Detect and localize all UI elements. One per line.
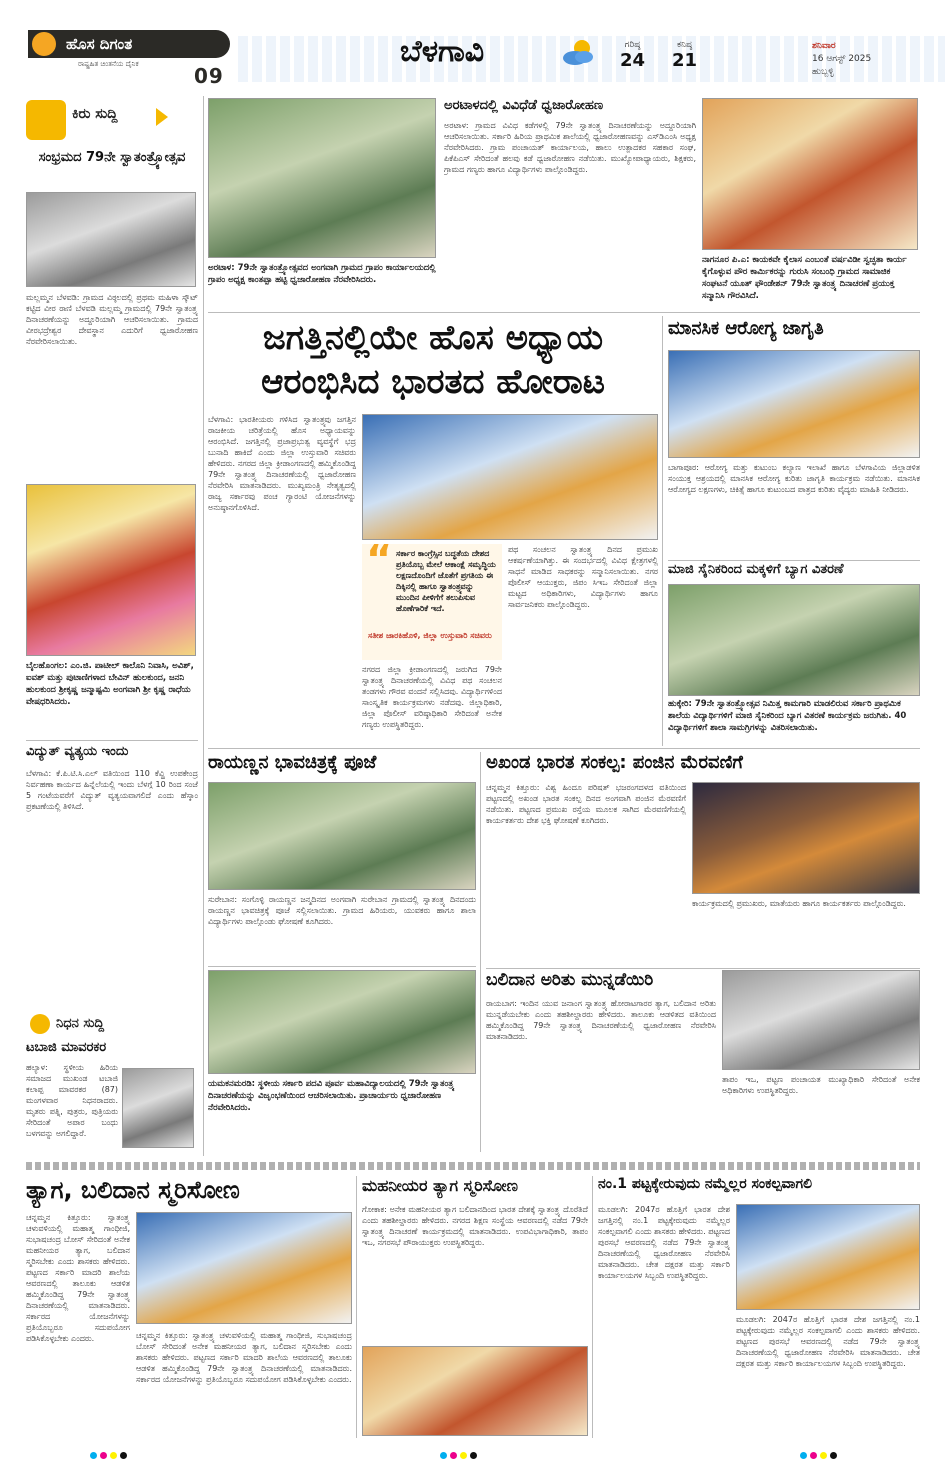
raybag-function-photo [722, 970, 920, 1070]
yamakanmardi-caption: ಯಮಕನಮರಡಿ: ಸ್ಥಳೀಯ ಸರ್ಕಾರಿ ಪದವಿ ಪೂರ್ವ ಮಹಾವಿದ್ಯಾಲಯದಲ್ಲಿ 79ನೇ ಸ್ವಾತಂತ್ರ್ಯ ದಿನಾಚರಣೆಯನ್ನು ವಿಜೃಂಭಣೆಯಿಂದ ಆಚರಿಸಲಾಯಿತು. ಪ್ರಾಚಾರ್ಯರು ಧ್ವಜಾರೋಹಣ ನೆರವೇರಿಸಿದರು. [208, 1079, 455, 1113]
no1-body: ಮೂಡಲಗಿ: 2047ರ ಹೊತ್ತಿಗೆ ಭಾರತ ದೇಶ ಜಗತ್ತಿನಲ್ಲಿ ನಂ.1 ಪಟ್ಟಕ್ಕೇರುವುದು ನಮ್ಮೆಲ್ಲರ ಸಂಕಲ್ಪವಾಗಲಿ ಎಂದು ಶಾಸಕರು ಹೇಳಿದರು. ಪಟ್ಟಣದ ಪುರಸಭೆ ಆವರಣದಲ್ಲಿ ನಡೆದ 79ನೇ ಸ್ವಾತಂತ್ರ್ಯ ದಿನಾಚರಣೆಯಲ್ಲಿ ಧ್ವಜಾರೋಹಣ ನೆರವೇರಿಸಿ ಮಾತನಾಡಿದರು. ಚೇತ ದಕ್ಷರತ ಮತ್ತು ಸರ್ಕಾರಿ ಕಾರ್ಯಾಲಯಗಳ ಸಿಬ್ಬಂದಿ ಉಪಸ್ಥಿತರಿದ್ದರು. [598, 1205, 730, 1280]
aratal-building-photo [208, 98, 436, 258]
no1-headline: ನಂ.1 ಪಟ್ಟಕ್ಕೇರುವುದು ನಮ್ಮೆಲ್ಲರ ಸಂಕಲ್ಪವಾಗಲಿ [598, 1176, 812, 1192]
kiru-suddi-label: ಕಿರು ಸುದ್ದಿ [72, 106, 118, 122]
akhanda-headline: ಅಖಂಡ ಭಾರತ ಸಂಕಲ್ಪ: ಪಂಜಿನ ಮೆರವಣಿಗೆ [486, 752, 743, 773]
balidana-headline: ಬಲಿದಾನ ಅರಿತು ಮುನ್ನಡೆಯಿರಿ [486, 970, 654, 990]
black-dot [470, 1452, 477, 1459]
children-photo-caption: ಬೈಲಹೊಂಗಲ: ಎಂ.ಜಿ. ಪಾಟೀಲ್ ಕಾಲೊನಿ ನಿವಾಸಿ, ಅವಿಶ್, ಐವಶ್ ಮತ್ತು ಪುಟಾಣಿಗಳಾದ ಬೇವಿನ್ ಹುಲಕುಂದ, ಜನನಿ ಹುಲಕುಂದ ಶ್ರೀಕೃಷ್ಣ ಜನ್ಮಾಷ್ಟಮಿ ಅಂಗವಾಗಿ ಶ್ರೀ ಕೃಷ್ಣ ರಾಧೆಯ ವೇಷಧರಿಸಿದರು. [26, 661, 194, 707]
independence-day-dignitaries-photo [362, 414, 658, 540]
mental-health-headline: ಮಾನಸಿಕ ಆರೋಗ್ಯ ಜಾಗೃತಿ [668, 318, 824, 339]
yellow-dot [110, 1452, 117, 1459]
kiru-item1-text: ಮಲ್ಲಮ್ಮನ ಬೆಳವಡಿ: ಗ್ರಾಮದ ವಿಠ್ಠಲದಲ್ಲಿ ಪ್ರಥಮ ಮಹಿಳಾ ಸ್ಕೌಟ್ ಕಟ್ಟಿದ ವೀರ ರಾಣಿ ಬೆಳವಡಿ ಮಲ್ಲಮ್ಮ ಗ್ರಾಮದಲ್ಲಿ 79ನೇ ಸ್ವಾತಂತ್ರ್ಯ ದಿನಾಚರಣೆಯನ್ನು ಅದ್ದೂರಿಯಾಗಿ ಆಚರಿಸಲಾಯಿತು. ಗ್ರಾಮದ ವೀರಭದ್ರೇಶ್ವರ ದೇವಸ್ಥಾನ ಎದುರಿಗೆ ಧ್ವಜಾರೋಹಣ ನೆರವೇರಿಸಲಾಯಿತು. [26, 293, 198, 346]
print-registration-marks [440, 1444, 500, 1452]
aratal-photo-caption: ಅರಟಾಳ: 79ನೇ ಸ್ವಾತಂತ್ರ್ಯೋತ್ಸವದ ಅಂಗವಾಗಿ ಗ್ರಾಮದ ಗ್ರಾಪಂ ಕಾರ್ಯಾಲಯದಲ್ಲಿ ಗ್ರಾಪಂ ಅಧ್ಯಕ್ಷ ಕಾಂತಪ್ಪಾ ಹಟ್ಟಿ ಧ್ವಜಾರೋಹಣ ನೆರವೇರಿಸಿದರು. [208, 263, 436, 285]
cyan-dot [800, 1452, 807, 1459]
mahaniyara-body: ಗೋಕಾಕ: ಅನೇಕ ಮಹನೀಯರ ತ್ಯಾಗ ಬಲಿದಾನದಿಂದ ಭಾರತ ದೇಶಕ್ಕೆ ಸ್ವಾತಂತ್ರ್ಯ ದೊರೆತಿದೆ ಎಂದು ತಹಶೀಲ್ದಾರರು ಹೇಳಿದರು. ನಗರದ ಶಿಕ್ಷಣ ಸಂಸ್ಥೆಯ ಆವರಣದಲ್ಲಿ ನಡೆದ 79ನೇ ಸ್ವಾತಂತ್ರ್ಯ ದಿನಾಚರಣೆ ಕಾರ್ಯಕ್ರಮದಲ್ಲಿ ಮಾತನಾಡಿದರು. ಉಪವಿಭಾಗಾಧಿಕಾರಿ, ತಾಪಂ ಇಒ, ನಗರಸಭೆ ಪೌರಾಯುಕ್ತರು ಉಪಸ್ಥಿತರಿದ್ದರು. [362, 1205, 588, 1247]
weekday: ಶನಿವಾರ [812, 41, 836, 51]
masthead [0, 0, 945, 92]
divider [486, 968, 920, 969]
kiru-item1-title: ಸಂಭ್ರಮದ 79ನೇ ಸ್ವಾತಂತ್ರ್ಯೋತ್ಸವ [38, 150, 186, 165]
lead-column-1: ಬೆಳಗಾವಿ: ಭಾರತೀಯರು ಗಳಿಸಿದ ಸ್ವಾತಂತ್ರ್ಯವು ಜಗತ್ತಿನ ರಾಜಕೀಯ ಚರಿತ್ರೆಯಲ್ಲಿ ಹೊಸ ಅಧ್ಯಾಯವನ್ನು ಆರಂಭಿಸಿದೆ. ಜಗತ್ತಿನಲ್ಲಿ ಪ್ರಜಾಪ್ರಭುತ್ವ ವ್ಯವಸ್ಥೆಗೆ ಭದ್ರ ಬುನಾದಿ ಹಾಕಿದೆ ಎಂದು ಜಿಲ್ಲಾ ಉಸ್ತುವಾರಿ ಸಚಿವರು ಹೇಳಿದರು. ನಗರದ ಜಿಲ್ಲಾ ಕ್ರೀಡಾಂಗಣದಲ್ಲಿ ಹಮ್ಮಿಕೊಂಡಿದ್ದ 79ನೇ ಸ್ವಾತಂತ್ರ್ಯ ದಿನಾಚರಣೆಯಲ್ಲಿ ಧ್ವಜಾರೋಹಣ ನೆರವೇರಿಸಿ ಮಾತನಾಡಿದರು. ಮುಖ್ಯಮಂತ್ರಿ ನೇತೃತ್ವದಲ್ಲಿ ರಾಜ್ಯ ಸರ್ಕಾರವು ಪಂಚ ಗ್ಯಾರಂಟಿ ಯೋಜನೆಗಳನ್ನು ಅನುಷ್ಠಾನಗೊಳಿಸಿದೆ. [208, 415, 356, 512]
mudalgi-building-photo [736, 1204, 920, 1310]
yellow-dot [820, 1452, 827, 1459]
kiru-suddi-header [26, 100, 198, 146]
max-temp-value: 24 [620, 50, 646, 71]
column-divider [662, 316, 663, 746]
college-celebration-photo [208, 970, 476, 1074]
section-separator [26, 1162, 920, 1170]
arrow-icon [156, 108, 168, 126]
obituary-text: ಹಲ್ಯಾಳ: ಸ್ಥಳೀಯ ಹಿರಿಯ ಸಮಾಜದ ಮುಖಂಡ ಟಬಾಜಿ ಕಲಾಪ್ಪ ಮಾವರಕರ (87) ಮಂಗಳವಾರ ನಿಧನರಾದರು. ಮೃತರು ಪತ್ನಿ, ಪುತ್ರರು, ಪುತ್ರಿಯರು ಸೇರಿದಂತೆ ಅಪಾರ ಬಂಧು ಬಳಗವನ್ನು ಅಗಲಿದ್ದಾರೆ. [26, 1063, 118, 1138]
obituary-portrait [122, 1068, 194, 1148]
black-dot [830, 1452, 837, 1459]
divider [26, 740, 198, 741]
min-temp-label: ಕನಿಷ್ಠ [676, 40, 693, 50]
ex-servicemen-headline: ಮಾಜಿ ಸೈನಿಕರಿಂದ ಮಕ್ಕಳಿಗೆ ಬ್ಯಾಗ ವಿತರಣೆ [668, 562, 844, 577]
page-number: 09 [194, 64, 224, 88]
nidhana-label: ನಿಧನ ಸುದ್ದಿ [56, 1016, 104, 1031]
print-registration-marks [800, 1444, 860, 1452]
date-block [812, 40, 871, 79]
brand-logo-icon [32, 32, 56, 56]
pull-quote-text: ಸರ್ಕಾರ ಕಾಂಗ್ರೆಸ್ಸಿನ ಬದ್ಧತೆಯ ದೇಶದ ಪ್ರತಿಯೊಬ್ಬ ಮೇಲೆ ಆಕಾಂಕ್ಷೆ ಸಮೃದ್ಧಿಯ ಲಕ್ಷಣದೊಂದಿಗೆ ಜೊತೆಗೆ ಪ್ರಗತಿಯ ಈ ದಿಕ್ಕಿನಲ್ಲಿ ಹಾಗೂ ಸ್ವಾತಂತ್ರ್ಯವನ್ನು ಮುಂದಿನ ಪೀಳಿಗೆಗೆ ತಲುಪಿಸುವ ಹೊಣೆಗಾರಿಕೆ ಇದೆ. [396, 549, 496, 613]
max-temp-block [620, 40, 645, 71]
obituary-name: ಟಬಾಜಿ ಮಾವರಕರ [26, 1040, 107, 1055]
ex-servicemen-caption: ಹುಕ್ಕೇರಿ: 79ನೇ ಸ್ವಾತಂತ್ರ್ಯೋತ್ಸವ ನಿಮಿತ್ತ ಕಾಮಗಾರಿ ಮಾಡಲಿರುವ ಸರ್ಕಾರಿ ಪ್ರಾಥಮಿಕ ಶಾಲೆಯ ವಿದ್ಯಾರ್ಥಿಗಳಿಗೆ ಮಾಜಿ ಸೈನಿಕರಿಂದ ಬ್ಯಾಗ ವಿತರಣೆ ಕಾರ್ಯಕ್ರಮ ಜರುಗಿತು. 40 ವಿದ್ಯಾರ್ಥಿಗಳಿಗೆ ಶಾಲಾ ಸಾಮಗ್ರಿಗಳನ್ನು ವಿತರಿಸಲಾಯಿತು. [668, 699, 907, 733]
tyaga-body-cont: ಚನ್ನಮ್ಮನ ಕಿತ್ತೂರು: ಸ್ವಾತಂತ್ರ್ಯ ಚಳುವಳಿಯಲ್ಲಿ ಮಹಾತ್ಮ ಗಾಂಧೀಜಿ, ಸುಭಾಷಚಂದ್ರ ಬೋಸ್ ಸೇರಿದಂತೆ ಅನೇಕ ಮಹನೀಯರ ತ್ಯಾಗ, ಬಲಿದಾನ ಸ್ಮರಿಸಬೇಕು ಎಂದು ಶಾಸಕರು ಹೇಳಿದರು. ಪಟ್ಟಣದ ಸರ್ಕಾರಿ ಮಾದರಿ ಶಾಲೆಯ ಆವರಣದಲ್ಲಿ ತಾಲೂಕು ಆಡಳಿತ ಹಮ್ಮಿಕೊಂಡಿದ್ದ 79ನೇ ಸ್ವಾತಂತ್ರ್ಯ ದಿನಾಚರಣೆಯಲ್ಲಿ ಮಾತನಾಡಿದರು. ಸರ್ಕಾರದ ಯೋಜನೆಗಳನ್ನು ಪ್ರತಿಯೊಬ್ಬರೂ ಸದುಪಯೋಗ ಪಡಿಸಿಕೊಳ್ಳಬೇಕು ಎಂದರು. [136, 1331, 352, 1384]
brand-name: ಹೊಸ ದಿಗಂತ [66, 35, 133, 53]
column-divider [356, 1176, 357, 1438]
rayanna-headline: ರಾಯಣ್ಣನ ಭಾವಚಿತ್ರಕ್ಕೆ ಪೂಜೆ [208, 752, 377, 773]
honouring-workers-photo [702, 98, 918, 250]
pull-quote [362, 544, 502, 660]
pull-quote-author: ಸತೀಶ ಜಾರಕಿಹೊಳಿ, ಜಿಲ್ಲಾ ಉಸ್ತುವಾರಿ ಸಚಿವರು [368, 631, 492, 640]
brand-band [28, 30, 230, 58]
divider [668, 560, 920, 561]
rayanna-body: ಸುರೇಬಾನ: ಸಂಗೊಳ್ಳಿ ರಾಯಣ್ಣನ ಜನ್ಮದಿನದ ಅಂಗವಾಗಿ ಸುರೇಬಾನ ಗ್ರಾಮದಲ್ಲಿ ಸ್ವಾತಂತ್ರ್ಯ ದಿನದಂದು ರಾಯಣ್ಣನ ಭಾವಚಿತ್ರಕ್ಕೆ ಪೂಜೆ ಸಲ್ಲಿಸಲಾಯಿತು. ಗ್ರಾಮದ ಹಿರಿಯರು, ಯುವಕರು ಹಾಗೂ ಶಾಲಾ ವಿದ್ಯಾರ್ಥಿಗಳು ಪಾಲ್ಗೊಂಡು ಘೋಷಣೆ ಕೂಗಿದರು. [208, 895, 476, 926]
column-divider [592, 1176, 593, 1438]
yellow-dot [460, 1452, 467, 1459]
kiru-item1-title-box [26, 148, 198, 188]
divider [208, 966, 476, 967]
lead-headline-box [208, 316, 658, 408]
flag-hoisting-photo [26, 192, 196, 287]
aratal-body: ಅರಟಾಳ: ಗ್ರಾಮದ ವಿವಿಧ ಕಡೆಗಳಲ್ಲಿ 79ನೇ ಸ್ವಾತಂತ್ರ್ಯ ದಿನಾಚರಣೆಯನ್ನು ಅದ್ದೂರಿಯಾಗಿ ಆಚರಿಸಲಾಯಿತು. ಸರ್ಕಾರಿ ಹಿರಿಯ ಪ್ರಾಥಮಿಕ ಶಾಲೆಯಲ್ಲಿ ಧ್ವಜಾರೋಹಣವನ್ನು ಎಸ್‌ಡಿಎಂಸಿ ಅಧ್ಯಕ್ಷ ನೆರವೇರಿಸಿದರು. ಗ್ರಾಮ ಪಂಚಾಯತ್ ಕಾರ್ಯಾಲಯ, ಹಾಲು ಉತ್ಪಾದಕರ ಸಹಕಾರ ಸಂಘ, ಪಿಕೆಪಿಎಸ್ ಸೇರಿದಂತೆ ಹಲವು ಕಡೆ ಧ್ವಜಾರೋಹಣ ನಡೆಯಿತು. ಮುಖ್ಯೋಪಾಧ್ಯಾಯರು, ಶಿಕ್ಷಕರು, ಗ್ರಾಮದ ಗಣ್ಯರು ಹಾಗೂ ವಿದ್ಯಾರ್ಥಿಗಳು ಪಾಲ್ಗೊಂಡಿದ್ದರು. [444, 121, 696, 174]
date: 16 ಆಗಸ್ಟ್ 2025 [812, 54, 872, 64]
tyaga-headline: ತ್ಯಾಗ, ಬಲಿದಾನ ಸ್ಮರಿಸೋಣ [26, 1176, 240, 1204]
awareness-program-photo [668, 350, 920, 458]
city-name: ಬೆಳಗಾವಿ [400, 34, 485, 69]
divider [208, 312, 920, 313]
brand-tagline: ರಾಷ್ಟ್ರಹಿತ ಚಿಂತನೆಯ ದೈನಿಕ [78, 60, 139, 68]
cyan-dot [90, 1452, 97, 1459]
mental-health-body: ಬಾಗಾಪೂರ: ಆರೋಗ್ಯ ಮತ್ತು ಕುಟುಂಬ ಕಲ್ಯಾಣ ಇಲಾಖೆ ಹಾಗೂ ಬೆಳಗಾವಿಯ ಜಿಲ್ಲಾಡಳಿತ ಸಂಯುಕ್ತ ಆಶ್ರಯದಲ್ಲಿ ಮಾನಸಿಕ ಆರೋಗ್ಯ ಕುರಿತು ಜಾಗೃತಿ ಕಾರ್ಯಕ್ರಮ ನಡೆಯಿತು. ಮಾನಸಿಕ ಆರೋಗ್ಯದ ಲಕ್ಷಣಗಳು, ಚಿಕಿತ್ಸೆ ಹಾಗೂ ಕುಟುಂಬದ ಪಾತ್ರದ ಕುರಿತು ವೈದ್ಯರು ಮಾಹಿತಿ ನೀಡಿದರು. [668, 463, 920, 494]
print-registration-marks [90, 1444, 150, 1452]
black-dot [120, 1452, 127, 1459]
bag-distribution-photo [668, 584, 920, 696]
kittur-celebration-photo [136, 1212, 352, 1324]
kiru-item3-text: ಬೆಳಗಾವಿ: ಕೆ.ಪಿ.ಟಿ.ಸಿ.ಎಲ್ ವತಿಯಿಂದ 110 ಕೆವ್ಹಿ ಉಪಕೇಂದ್ರ ನಿರ್ವಹಣಾ ಕಾರ್ಯದ ಹಿನ್ನೆಲೆಯಲ್ಲಿ ಇಂದು ಬೆಳಗ್ಗೆ 10 ರಿಂದ ಸಂಜೆ 5 ಗಂಟೆಯವರೆಗೆ ವಿದ್ಯುತ್ ವ್ಯತ್ಯಯವಾಗಲಿದೆ ಎಂದು ಹೆಸ್ಕಾಂ ಪ್ರಕಟಣೆಯಲ್ಲಿ ತಿಳಿಸಿದೆ. [26, 769, 198, 811]
lead-column-3: ಪಥ ಸಂಚಲನ ಸ್ವಾತಂತ್ರ್ಯ ದಿನದ ಪ್ರಮುಖ ಆಕರ್ಷಣೆಯಾಗಿತ್ತು. ಈ ಸಂದರ್ಭದಲ್ಲಿ ವಿವಿಧ ಕ್ಷೇತ್ರಗಳಲ್ಲಿ ಸಾಧನೆ ಮಾಡಿದ ಸಾಧಕರನ್ನು ಸನ್ಮಾನಿಸಲಾಯಿತು. ನಗರ ಪೊಲೀಸ್ ಆಯುಕ್ತರು, ಜಿಪಂ ಸಿಇಒ ಸೇರಿದಂತೆ ಜಿಲ್ಲಾ ಮಟ್ಟದ ಅಧಿಕಾರಿಗಳು, ವಿದ್ಯಾರ್ಥಿಗಳು ಹಾಗೂ ಸಾರ್ವಜನಿಕರು ಪಾಲ್ಗೊಂಡಿದ್ದರು. [508, 545, 658, 609]
magenta-dot [810, 1452, 817, 1459]
mahaniyara-headline: ಮಹನೀಯರ ತ್ಯಾಗ ಸ್ಮರಿಸೋಣ [362, 1176, 518, 1195]
hand-icon [26, 100, 66, 140]
column-divider [480, 752, 481, 1152]
weather-sun-cloud-icon [560, 38, 596, 68]
tyaga-body: ಚನ್ನಮ್ಮನ ಕಿತ್ತೂರು: ಸ್ವಾತಂತ್ರ್ಯ ಚಳುವಳಿಯಲ್ಲಿ ಮಹಾತ್ಮ ಗಾಂಧೀಜಿ, ಸುಭಾಷಚಂದ್ರ ಬೋಸ್ ಸೇರಿದಂತೆ ಅನೇಕ ಮಹನೀಯರ ತ್ಯಾಗ, ಬಲಿದಾನ ಸ್ಮರಿಸಬೇಕು ಎಂದು ಶಾಸಕರು ಹೇಳಿದರು. ಪಟ್ಟಣದ ಸರ್ಕಾರಿ ಮಾದರಿ ಶಾಲೆಯ ಆವರಣದಲ್ಲಿ ತಾಲೂಕು ಆಡಳಿತ ಹಮ್ಮಿಕೊಂಡಿದ್ದ 79ನೇ ಸ್ವಾತಂತ್ರ್ಯ ದಿನಾಚರಣೆಯಲ್ಲಿ ಮಾತನಾಡಿದರು. ಸರ್ಕಾರದ ಯೋಜನೆಗಳನ್ನು ಪ್ರತಿಯೊಬ್ಬರೂ ಸದುಪಯೋಗ ಪಡಿಸಿಕೊಳ್ಳಬೇಕು ಎಂದರು. [26, 1213, 130, 1343]
lamp-icon [30, 1014, 50, 1034]
min-temp-block [672, 40, 697, 71]
torch-procession-photo [692, 782, 920, 894]
no1-body-cont: ಮೂಡಲಗಿ: 2047ರ ಹೊತ್ತಿಗೆ ಭಾರತ ದೇಶ ಜಗತ್ತಿನಲ್ಲಿ ನಂ.1 ಪಟ್ಟಕ್ಕೇರುವುದು ನಮ್ಮೆಲ್ಲರ ಸಂಕಲ್ಪವಾಗಲಿ ಎಂದು ಶಾಸಕರು ಹೇಳಿದರು. ಪಟ್ಟಣದ ಪುರಸಭೆ ಆವರಣದಲ್ಲಿ ನಡೆದ 79ನೇ ಸ್ವಾತಂತ್ರ್ಯ ದಿನಾಚರಣೆಯಲ್ಲಿ ಧ್ವಜಾರೋಹಣ ನೆರವೇರಿಸಿ ಮಾತನಾಡಿದರು. ಚೇತ ದಕ್ಷರತ ಮತ್ತು ಸರ್ಕಾರಿ ಕಾರ್ಯಾಲಯಗಳ ಸಿಬ್ಬಂದಿ ಉಪಸ್ಥಿತರಿದ್ದರು. [736, 1315, 920, 1368]
divider [208, 748, 920, 749]
lead-headline-line1: ಜಗತ್ತಿನಲ್ಲಿಯೇ ಹೊಸ ಅಧ್ಯಾಯ [262, 318, 604, 358]
rayanna-portrait-worship-photo [208, 782, 476, 890]
magenta-dot [100, 1452, 107, 1459]
max-temp-label: ಗರಿಷ್ಠ [624, 40, 641, 50]
nagnur-photo-caption: ನಾಗನೂರ ಪಿ.ಎ: ಕಾಯಕವೇ ಕೈಲಾಸ ಎಂಬಂತೆ ವರ್ಷವಿಡೀ ಸ್ವಚ್ಛತಾ ಕಾರ್ಯ ಕೈಗೊಳ್ಳುವ ಪೌರ ಕಾರ್ಮಿಕರನ್ನು ಗುರುಸಿ ಸಂಬಂಧಿ ಗ್ರಾಮದ ಸಾಮಾಜಿಕ ಸಂಘಟನೆ ಯೂತ್ ಫೌಂಡೇಶನ್ 79ನೇ ಸ್ವಾತಂತ್ರ್ಯ ದಿನಾಚರಣೆ ಪ್ರಯುಕ್ತ ಸನ್ಮಾನಿಸಿ ಗೌರವಿಸಿದೆ. [702, 255, 907, 301]
lead-column-2: ನಗರದ ಜಿಲ್ಲಾ ಕ್ರೀಡಾಂಗಣದಲ್ಲಿ ಜರುಗಿದ 79ನೇ ಸ್ವಾತಂತ್ರ್ಯ ದಿನಾಚರಣೆಯಲ್ಲಿ ವಿವಿಧ ಪಥ ಸಂಚಲನ ತಂಡಗಳು ಗೌರವ ವಂದನೆ ಸಲ್ಲಿಸಿದವು. ವಿದ್ಯಾರ್ಥಿಗಳಿಂದ ಸಾಂಸ್ಕೃತಿಕ ಕಾರ್ಯಕ್ರಮಗಳು ನಡೆದವು. ಜಿಲ್ಲಾಧಿಕಾರಿ, ಜಿಲ್ಲಾ ಪೊಲೀಸ್ ವರಿಷ್ಠಾಧಿಕಾರಿ ಸೇರಿದಂತೆ ಅನೇಕ ಗಣ್ಯರು ಉಪಸ್ಥಿತರಿದ್ದರು. [362, 665, 502, 729]
lead-headline-line2: ಆರಂಭಿಸಿದ ಭಾರತದ ಹೋರಾಟ [261, 362, 605, 402]
cyan-dot [440, 1452, 447, 1459]
balidana-caption: ತಾಪಂ ಇಒ, ಪಟ್ಟಣ ಪಂಚಾಯತ ಮುಖ್ಯಾಧಿಕಾರಿ ಸೇರಿದಂತೆ ಅನೇಕ ಅಧಿಕಾರಿಗಳು ಉಪಸ್ಥಿತರಿದ್ದರು. [722, 1075, 920, 1095]
brand-block [28, 30, 230, 88]
gokak-event-photo [362, 1346, 588, 1436]
column-divider [203, 96, 204, 1156]
children-costume-photo [26, 484, 196, 656]
min-temp-value: 21 [672, 50, 698, 71]
kiru-item3-title: ವಿದ್ಯುತ್ ವ್ಯತ್ಯಯ ಇಂದು [26, 744, 129, 759]
balidana-body: ರಾಯಬಾಗ: ಇಂದಿನ ಯುವ ಜನಾಂಗ ಸ್ವಾತಂತ್ರ್ಯ ಹೋರಾಟಗಾರರ ತ್ಯಾಗ, ಬಲಿದಾನ ಅರಿತು ಮುನ್ನಡೆಯಬೇಕು ಎಂದು ತಹಶೀಲ್ದಾರರು ಹೇಳಿದರು. ತಾಲೂಕು ಆಡಳಿತದ ವತಿಯಿಂದ ಹಮ್ಮಿಕೊಂಡಿದ್ದ 79ನೇ ಸ್ವಾತಂತ್ರ್ಯ ದಿನಾಚರಣೆಯಲ್ಲಿ ಧ್ವಜಾರೋಹಣ ನೆರವೇರಿಸಿ ಮಾತನಾಡಿದರು. [486, 999, 716, 1041]
nidhana-header [26, 1012, 198, 1038]
aratal-headline: ಅರಟಾಳದಲ್ಲಿ ವಿವಿಧೆಡೆ ಧ್ವಜಾರೋಹಣ [444, 98, 604, 113]
quote-icon: “ [366, 544, 393, 583]
akhanda-caption: ಕಾರ್ಯಕ್ರಮದಲ್ಲಿ ಪ್ರಮುಖರು, ಮಾತೆಯರು ಹಾಗೂ ಕಾರ್ಯಕರ್ತರು ಪಾಲ್ಗೊಂಡಿದ್ದರು. [692, 899, 906, 908]
akhanda-body: ಚನ್ನಮ್ಮನ ಕಿತ್ತೂರು: ವಿಶ್ವ ಹಿಂದೂ ಪರಿಷತ್ ಭಜರಂಗದಳದ ವತಿಯಿಂದ ಪಟ್ಟಣದಲ್ಲಿ ಅಖಂಡ ಭಾರತ ಸಂಕಲ್ಪ ದಿನದ ಅಂಗವಾಗಿ ಪಂಜಿನ ಮೆರವಣಿಗೆ ನಡೆಯಿತು. ಪಟ್ಟಣದ ಪ್ರಮುಖ ರಸ್ತೆಯ ಮೂಲಕ ಸಾಗಿದ ಮೆರವಣಿಗೆಯಲ್ಲಿ ಕಾರ್ಯಕರ್ತರು ದೇಶ ಭಕ್ತಿ ಘೋಷಣೆ ಕೂಗಿದರು. [486, 783, 686, 825]
edition: ಹುಬ್ಬಳ್ಳಿ [812, 67, 834, 77]
magenta-dot [450, 1452, 457, 1459]
